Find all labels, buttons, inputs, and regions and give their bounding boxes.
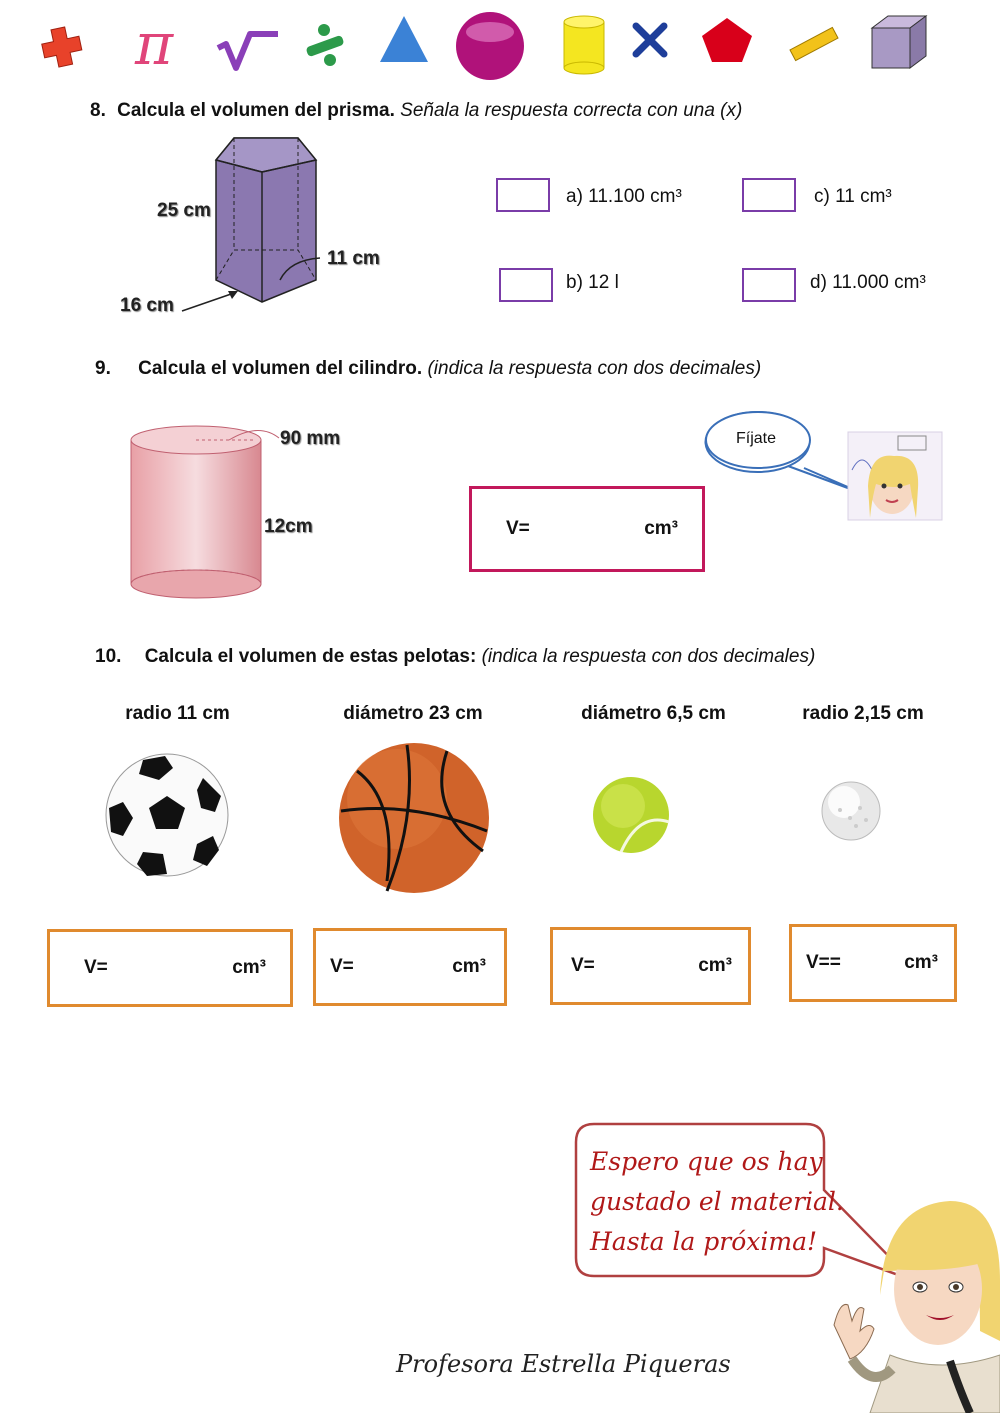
q9-title: Calcula el volumen del cilindro. xyxy=(138,358,423,379)
q9-heading xyxy=(95,358,761,380)
q8-number: 8. xyxy=(90,100,106,121)
q10-title: Calcula el volumen de estas pelotas: xyxy=(144,646,477,667)
cylinder-height-label: 12cm xyxy=(264,516,313,537)
option-a-label: a) 11.100 cm³ xyxy=(566,186,682,207)
hint-text: Fíjate xyxy=(736,430,777,447)
prism-height-label: 25 cm xyxy=(157,200,211,221)
basketball-image xyxy=(337,741,491,895)
pi-icon xyxy=(134,10,174,78)
triangle-icon xyxy=(380,16,428,62)
teacher-avatar-small xyxy=(842,430,946,530)
farewell-text xyxy=(590,1142,844,1262)
prism-base-arrow xyxy=(180,285,244,315)
ball-answer-box[interactable] xyxy=(313,928,507,1006)
q8-instruction: Señala la respuesta correcta con una (x) xyxy=(400,100,743,121)
signature: Profesora Estrella Piqueras xyxy=(396,1350,731,1378)
ball-answer-box[interactable] xyxy=(789,924,957,1002)
ball-label: diámetro 23 cm xyxy=(343,703,483,724)
soccer-ball-image xyxy=(103,752,231,878)
svg-text:π: π xyxy=(135,10,174,78)
option-d-label: d) 11.000 cm³ xyxy=(810,272,926,293)
answer-prefix: V= xyxy=(330,956,354,977)
ball-label: diámetro 6,5 cm xyxy=(581,703,726,724)
option-d-checkbox[interactable] xyxy=(742,268,796,302)
plus-icon xyxy=(39,24,84,69)
q8-heading xyxy=(90,100,742,122)
answer-unit: cm³ xyxy=(698,955,732,976)
option-c-checkbox[interactable] xyxy=(742,178,796,212)
answer-prefix: V== xyxy=(806,952,841,973)
divide-icon xyxy=(305,24,344,66)
cylinder-answer-box[interactable] xyxy=(469,486,705,572)
cylinder-radius-label: 90 mm xyxy=(280,428,341,449)
prism-figure xyxy=(200,130,340,310)
answer-prefix: V= xyxy=(506,518,530,539)
option-c-label: c) 11 cm³ xyxy=(814,186,892,207)
option-b-label: b) 12 l xyxy=(566,272,619,293)
option-a-checkbox[interactable] xyxy=(496,178,550,212)
farewell-line-2: gustado el material. xyxy=(590,1187,844,1216)
answer-prefix: V= xyxy=(84,957,108,978)
q10-instruction: (indica la respuesta con dos decimales) xyxy=(481,646,816,667)
q8-title: Calcula el volumen del prisma. xyxy=(117,100,395,121)
farewell-line-1: Espero que os hay xyxy=(590,1147,823,1176)
times-icon xyxy=(636,26,664,54)
cylinder-figure xyxy=(125,418,285,608)
prism-side-label: 11 cm xyxy=(327,248,380,269)
prism-base-label: 16 cm xyxy=(120,295,174,316)
ball-answer-box[interactable] xyxy=(47,929,293,1007)
ruler-icon xyxy=(790,27,838,60)
pentagon-icon xyxy=(702,18,752,62)
teacher-avatar-large xyxy=(830,1185,1000,1413)
sphere-icon xyxy=(456,12,524,80)
header-icon-strip xyxy=(30,8,940,80)
answer-unit: cm³ xyxy=(644,518,678,539)
q9-instruction: (indica la respuesta con dos decimales) xyxy=(427,358,762,379)
q9-number: 9. xyxy=(95,358,111,379)
golf-ball-image xyxy=(820,780,882,842)
root-icon xyxy=(218,34,278,68)
cylinder-icon xyxy=(564,16,604,74)
farewell-line-3: Hasta la próxima! xyxy=(590,1227,818,1256)
answer-unit: cm³ xyxy=(904,952,938,973)
answer-unit: cm³ xyxy=(232,957,266,978)
tennis-ball-image xyxy=(591,776,671,854)
ball-label: radio 11 cm xyxy=(125,703,230,724)
answer-unit: cm³ xyxy=(452,956,486,977)
answer-prefix: V= xyxy=(571,955,595,976)
q10-number: 10. xyxy=(95,646,122,667)
ball-answer-box[interactable] xyxy=(550,927,751,1005)
q10-heading xyxy=(95,646,815,668)
ball-label: radio 2,15 cm xyxy=(802,703,924,724)
cube-icon xyxy=(872,16,926,68)
option-b-checkbox[interactable] xyxy=(499,268,553,302)
